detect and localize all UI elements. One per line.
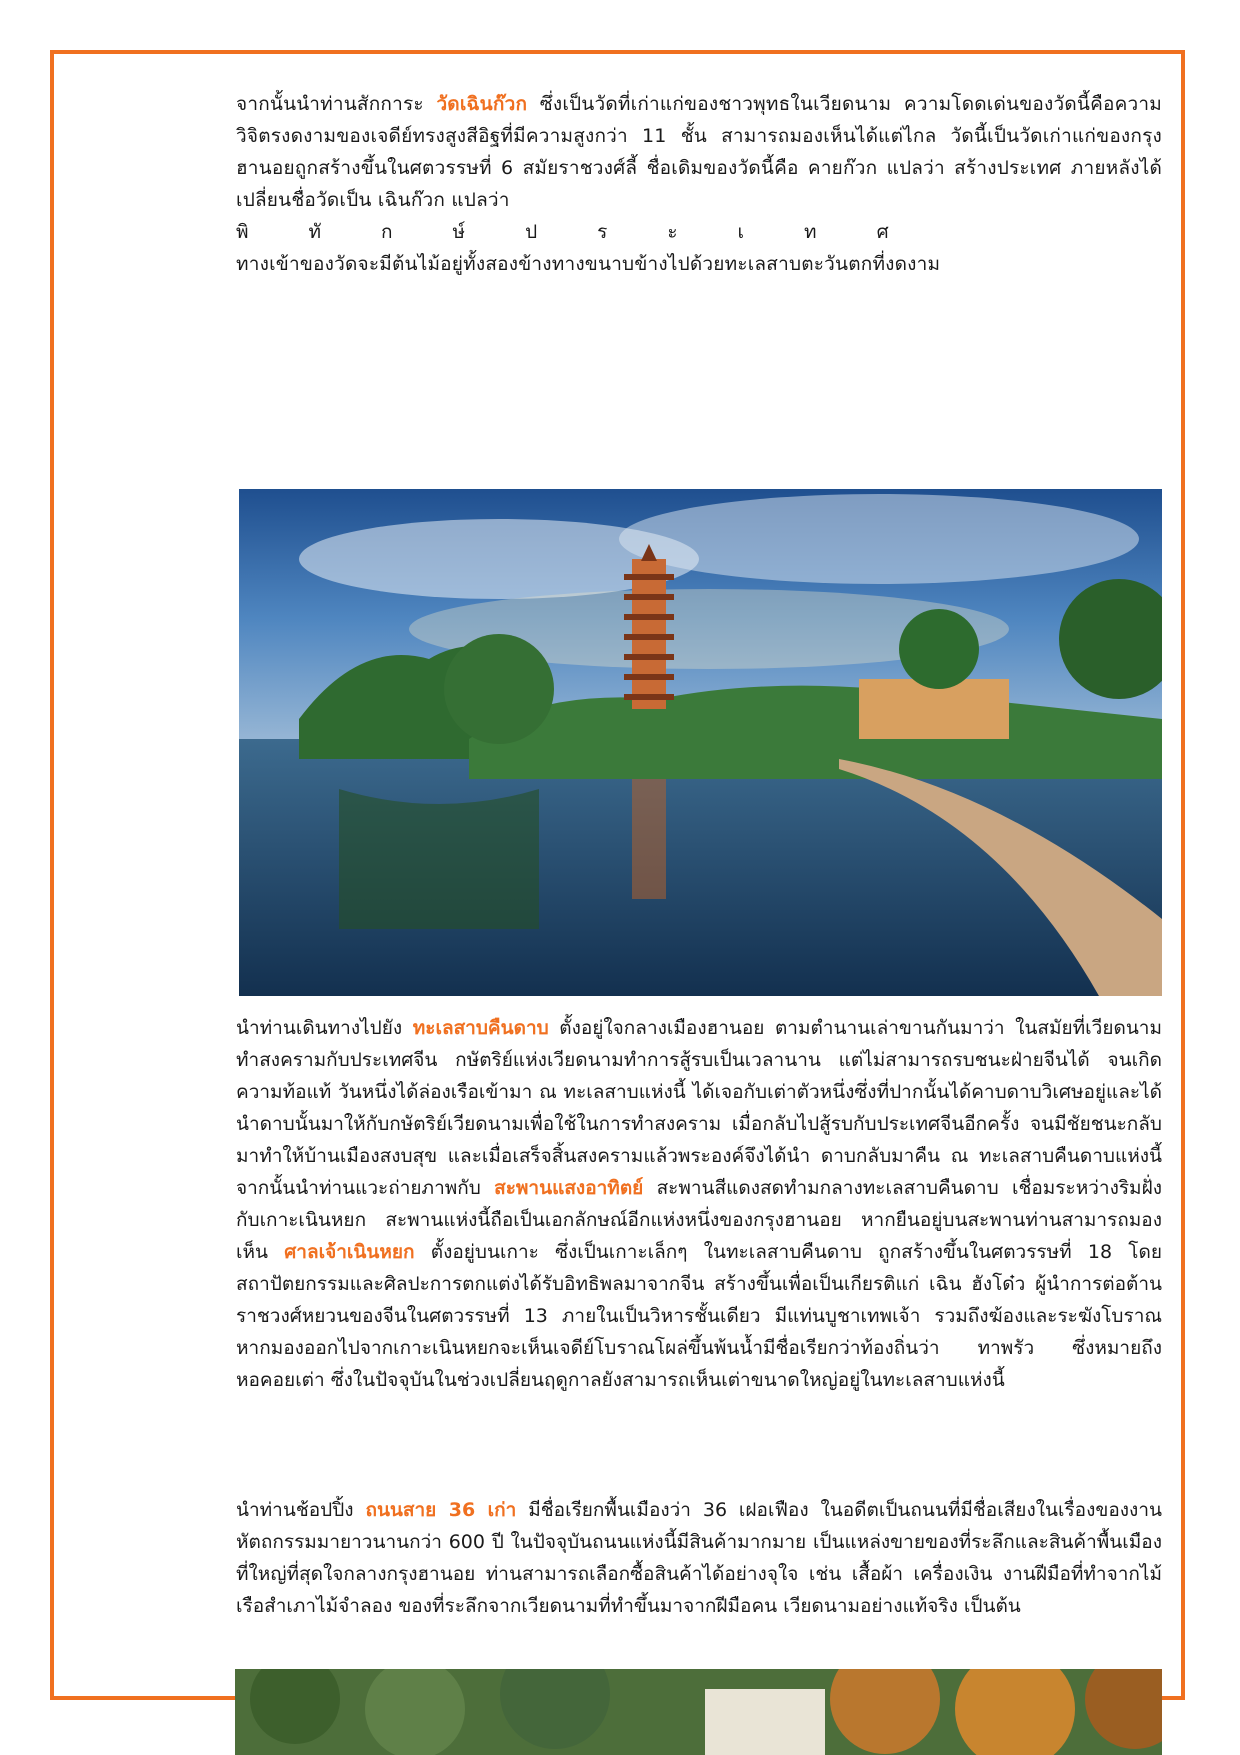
text: สะพานสีแดงสดทำมกลางทะเลสาบคืนดาบ เชื่อมระหว่างริมฝั่งกับเกาะเนินหยก สะพานแห่งนี้ถือเป็นเอกลักษณ์อีกแห่งหนึ่งของกรุงฮานอย หากยืนอยู่บนสะพานท่านสามารถมองเห็น — [236, 1177, 1162, 1263]
highlight-tran-quoc-pagoda: วัดเฉินก๊วก — [436, 93, 528, 115]
paragraph: ทางเข้าของวัดจะมีต้นไม้อยู่ทั้งสองข้างทางขนาบข้างไปด้วยทะเลสาบตะวันตกที่งดงาม — [236, 253, 941, 275]
spread-line: พิทักษ์ประเทศ — [236, 221, 949, 243]
text: ความโดดเด่นของวัดนี้คือความวิจิตรงดงามของเจดีย์ทรงสูงสีอิฐที่มีความสูงกว่า 11 ชั้น — [236, 93, 1162, 147]
text: นำท่านเดินทางไปยัง — [236, 1017, 403, 1039]
section-old-quarter — [236, 1494, 1162, 1622]
text: ชื่อเดิมของวัดนี้คือ คายก๊วก แปลว่า สร้างประเทศ ภายหลังได้เปลี่ยนชื่อวัดเป็น เฉินก๊วก แปลว่า — [236, 157, 1162, 211]
highlight-the-huc-bridge: สะพานแสงอาทิตย์ — [494, 1177, 644, 1199]
tran-quoc-pagoda-photo — [239, 489, 1162, 996]
paragraph — [236, 88, 1162, 216]
section-tran-quoc-pagoda — [236, 88, 1162, 280]
highlight-ngoc-son-temple: ศาลเจ้าเนินหยก — [284, 1241, 415, 1263]
text: มีชื่อเรียกพื้นเมืองว่า 36 เฝอเฟือง ในอดีตเป็นถนนที่มีชื่อเสียงในเรื่องของงานหัตถกรรมมายาวนานกว่า 600 ปี ในปัจจุบันถนนแห่งนี้มีสินค้ามากมาย เป็นแหล่งขายของที่ระลึกและสินค้าพื้นเมืองที่ใหญ่ที่สุดใจกลางกรุงฮานอย ท่านสามารถเลือกซื้อสินค้าได้อย่างจุใจ เช่น เสื้อผ้า เครื่องเงิน งานฝีมือที่ทำจากไม้ เรือสำเภาไม้จำลอง ของที่ระลึกจากเวียดนามที่ทำขึ้นมาจากฝีมือคน เวียดนามอย่างแท้จริง เป็นต้น — [236, 1499, 1162, 1617]
text: สามารถมองเห็นได้แต่ไกล วัดนี้เป็นวัดเก่าแก่ของกรุงฮานอยถูกสร้างขึ้นในศตวรรษที่ 6 สมัยราชวงศ์ลี้ — [236, 125, 1162, 179]
text: นำท่านช้อปปิ้ง — [236, 1499, 354, 1521]
highlight-36-streets: ถนนสาย 36 เก่า — [365, 1499, 517, 1521]
paragraph — [236, 1012, 1162, 1396]
highlight-hoan-kiem-lake: ทะเลสาบคืนดาบ — [412, 1017, 549, 1039]
old-quarter-photo — [235, 1669, 1162, 1755]
section-hoan-kiem-lake — [236, 1012, 1162, 1396]
pagoda-lake-image — [239, 489, 1162, 996]
paragraph — [236, 1494, 1162, 1622]
text: ตั้งอยู่บนเกาะ ซึ่งเป็นเกาะเล็กๆ ในทะเลสาบคืนดาบ ถูกสร้างขึ้นในศตวรรษที่ 18 โดยสถาปัตยกรรมและศิลปะการตกแต่งได้รับอิทธิพลมาจากจีน สร้างขึ้นเพื่อเป็นเกียรติแก่ เฉิน ฮังโด๋ว ผู้นำการต่อต้านราชวงศ์หยวนของจีนในศตวรรษที่ 13 ภายในเป็นวิหารชั้นเดียว มีแท่นบูชาเทพเจ้า รวมถึงฆ้องและระฆังโบราณ หากมองออกไปจากเกาะเนินหยกจะเห็นเจดีย์โบราณโผล่ขึ้นพ้นน้ำมีชื่อเรียกว่าท้องถิ่นว่า ทาพรัว ซึ่งหมายถึง หอคอยเต่า ซึ่งในปัจจุบันในช่วงเปลี่ยนฤดูกาลยังสามารถเห็นเต่าขนาดใหญ่อยู่ในทะเลสาบแห่งนี้ — [236, 1241, 1162, 1391]
text: ซึ่งเป็นวัดที่เก่าแก่ของชาวพุทธในเวียดนาม — [539, 93, 892, 115]
text: จากนั้นนำท่านสักการะ — [236, 93, 424, 115]
street-trees-image — [235, 1669, 1162, 1755]
text: ตั้งอยู่ใจกลางเมืองฮานอย ตามตำนานเล่าขานกันมาว่า ในสมัยที่เวียดนามทำสงครามกับประเทศจีน กษัตริย์แห่งเวียดนามทำการสู้รบเป็นเวลานาน แต่ไม่สามารถรบชนะฝ่ายจีนได้ จนเกิดความท้อแท้ วันหนึ่งได้ล่องเรือเข้ามา ณ ทะเลสาบแห่งนี้ ได้เจอกับเต่าตัวหนึ่งซึ่งที่ปากนั้นได้คาบดาบวิเศษอยู่และได้นำดาบนั้นมาให้กับกษัตริย์เวียดนามเพื่อใช้ในการทำสงคราม เมื่อกลับไปสู้รบกับประเทศจีนอีกครั้ง จนมีชัยชนะกลับมาทำให้บ้านเมืองสงบสุข และเมื่อเสร็จสิ้นสงครามแล้วพระองค์จึงได้นำ ดาบกลับมาคืน ณ ทะเลสาบคืนดาบแห่งนี้ จากนั้นนำท่านแวะถ่ายภาพกับ — [236, 1017, 1162, 1199]
